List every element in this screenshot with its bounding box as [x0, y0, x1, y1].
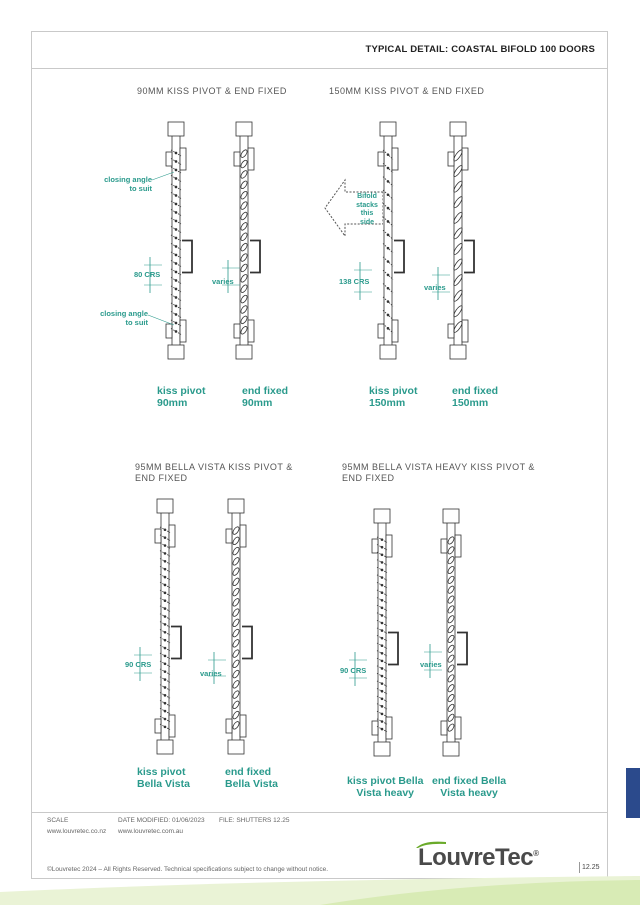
- col-end-bella-blade: [232, 587, 241, 597]
- footer-web-nz[interactable]: www.louvretec.co.nz: [47, 828, 107, 835]
- col-kiss-bella-pivot-dot: [164, 616, 166, 618]
- col-end-90-blade: [240, 253, 249, 263]
- col-end-heavy-blade: [447, 555, 455, 564]
- col-end-heavy-blade: [447, 634, 455, 643]
- col-kiss-heavy-stile: [378, 515, 386, 752]
- footer-scale: SCALE: [47, 817, 69, 824]
- note-varies-150: varies: [424, 283, 446, 292]
- footer-copyright: ©Louvretec 2024 – All Rights Reserved. Technical specifications subject to change without notice.: [47, 866, 329, 873]
- col-kiss-bella-handle: [171, 627, 181, 659]
- col-end-heavy-blade: [447, 664, 455, 673]
- col-kiss-150-pivot-dot: [387, 247, 389, 249]
- note-80-crs: 80 CRS: [134, 270, 161, 279]
- note-bifold-stacks: Bifold stacks this side: [356, 193, 378, 226]
- col-end-150-bottom-block: [450, 345, 466, 359]
- col-end-90-blade: [240, 263, 249, 273]
- col-kiss-90-pivot-dot: [175, 152, 177, 154]
- note-closing-angle-top: closing angle to suit: [104, 175, 152, 193]
- note-varies-90: varies: [212, 277, 234, 286]
- col-end-heavy-bottom-block: [443, 742, 459, 756]
- col-kiss-bella-pivot-dot: [164, 529, 166, 531]
- col-kiss-bella-pivot-dot: [164, 560, 166, 562]
- col-end-heavy-handle: [457, 633, 467, 665]
- col-end-90-blade: [240, 305, 249, 315]
- col-end-90-hinge: [248, 148, 254, 170]
- col-kiss-90-pivot-dot: [175, 271, 177, 273]
- col-kiss-heavy-pivot-dot: [381, 539, 383, 541]
- col-end-90-handle: [250, 241, 260, 273]
- note-varies-heavy: varies: [420, 660, 442, 669]
- col-kiss-90-hinge: [180, 320, 186, 342]
- footer-web-au[interactable]: www.louvretec.com.au: [118, 828, 184, 835]
- col-kiss-bella-pivot-dot: [164, 576, 166, 578]
- col-kiss-bella-bottom-block: [157, 740, 173, 754]
- col-end-bella-hinge: [240, 525, 246, 547]
- col-kiss-90-pivot-dot: [175, 161, 177, 163]
- col-kiss-150-pivot-dot: [387, 154, 389, 156]
- col-end-bella-blade: [232, 567, 241, 577]
- col-kiss-heavy-handle: [388, 633, 398, 665]
- caption-end-fixed-heavy: end fixed Bella Vista heavy: [432, 775, 507, 799]
- footer-swoosh-decoration: [0, 872, 640, 905]
- col-end-bella-blade: [232, 577, 241, 587]
- document-title: TYPICAL DETAIL: COASTAL BIFOLD 100 DOORS: [365, 44, 595, 55]
- col-end-bella-blade: [232, 598, 241, 608]
- col-kiss-bella-pivot-dot: [164, 679, 166, 681]
- col-kiss-90-bottom-block: [168, 345, 184, 359]
- col-kiss-150-pivot-dot: [387, 327, 389, 329]
- col-kiss-heavy-pivot-dot: [381, 569, 383, 571]
- col-kiss-90-pivot-dot: [175, 331, 177, 333]
- col-end-heavy-hinge: [455, 717, 461, 739]
- note-90-crs-heavy: 90 CRS: [340, 666, 367, 675]
- col-kiss-bella-pivot-dot: [164, 639, 166, 641]
- col-kiss-heavy-pivot-dot: [381, 698, 383, 700]
- col-end-bella-handle: [242, 627, 252, 659]
- col-end-bella-hinge-plate: [226, 719, 232, 733]
- col-kiss-bella-pivot-dot: [164, 710, 166, 712]
- col-kiss-bella-pivot-dot: [164, 702, 166, 704]
- col-kiss-bella-hinge: [169, 525, 175, 547]
- col-end-90-blade: [240, 284, 249, 294]
- note-138-crs: 138 CRS: [339, 277, 370, 286]
- caption-kiss-pivot-bella: kiss pivot Bella Vista: [137, 766, 190, 790]
- col-end-bella-blade: [232, 608, 241, 618]
- note-closing-angle-bottom: closing angle to suit: [100, 309, 148, 327]
- footer-divider: [31, 812, 608, 813]
- page-number: 12.25: [582, 864, 600, 871]
- col-end-bella-blade: [232, 526, 241, 536]
- col-kiss-90-pivot-dot: [175, 212, 177, 214]
- col-kiss-bella-pivot-dot: [164, 608, 166, 610]
- caption-end-fixed-150: end fixed 150mm: [452, 385, 499, 409]
- col-kiss-bella-pivot-dot: [164, 726, 166, 728]
- col-kiss-150-pivot-dot: [387, 261, 389, 263]
- col-kiss-heavy-pivot-dot: [381, 713, 383, 715]
- col-end-bella-blade: [232, 649, 241, 659]
- footer-date: DATE MODIFIED: 01/06/2023: [118, 817, 205, 824]
- col-end-bella-top-block: [228, 499, 244, 513]
- col-kiss-150-pivot-dot: [387, 221, 389, 223]
- col-kiss-bella-pivot-dot: [164, 694, 166, 696]
- col-kiss-90-pivot-dot: [175, 263, 177, 265]
- col-end-90-blade: [240, 149, 249, 159]
- col-kiss-heavy-pivot-dot: [381, 615, 383, 617]
- col-end-90-blade: [240, 180, 249, 190]
- col-end-bella-blade: [232, 628, 241, 638]
- col-kiss-bella-stile: [161, 505, 169, 750]
- col-kiss-90-hinge-plate: [166, 324, 172, 338]
- col-kiss-heavy-pivot-dot: [381, 728, 383, 730]
- col-end-bella-blade: [232, 721, 241, 731]
- col-end-150-handle: [464, 241, 474, 273]
- col-kiss-bella-pivot-dot: [164, 655, 166, 657]
- col-kiss-heavy-pivot-dot: [381, 690, 383, 692]
- col-end-heavy-hinge: [455, 535, 461, 557]
- col-kiss-heavy-pivot-dot: [381, 592, 383, 594]
- col-kiss-90-pivot-dot: [175, 186, 177, 188]
- col-kiss-heavy-pivot-dot: [381, 599, 383, 601]
- col-kiss-bella-pivot-dot: [164, 647, 166, 649]
- caption-end-fixed-bella: end fixed Bella Vista: [225, 766, 278, 790]
- col-kiss-bella-pivot-dot: [164, 600, 166, 602]
- col-end-bella-blade: [232, 536, 241, 546]
- leader-closing-top: [152, 172, 174, 180]
- col-end-heavy-blade: [447, 713, 455, 722]
- col-kiss-bella-pivot-dot: [164, 568, 166, 570]
- caption-end-fixed-90: end fixed 90mm: [242, 385, 289, 409]
- col-end-bella-hinge-plate: [226, 529, 232, 543]
- col-kiss-heavy-pivot-dot: [381, 554, 383, 556]
- col-kiss-90-pivot-dot: [175, 297, 177, 299]
- col-kiss-heavy-pivot-dot: [381, 584, 383, 586]
- col-end-150-hinge: [462, 320, 468, 342]
- col-kiss-150-pivot-dot: [387, 234, 389, 236]
- col-end-heavy-blade: [447, 546, 455, 555]
- col-end-heavy-blade: [447, 654, 455, 663]
- col-end-heavy-blade: [447, 605, 455, 614]
- col-end-90-hinge-plate: [234, 324, 240, 338]
- col-kiss-90-hinge: [180, 148, 186, 170]
- col-end-90-blade: [240, 315, 249, 325]
- col-kiss-150-pivot-dot: [387, 314, 389, 316]
- col-end-90-blade: [240, 242, 249, 252]
- col-kiss-90-pivot-dot: [175, 288, 177, 290]
- col-kiss-150-hinge-plate: [378, 324, 384, 338]
- col-kiss-90-handle: [182, 241, 192, 273]
- col-kiss-90-pivot-dot: [175, 322, 177, 324]
- col-kiss-90-pivot-dot: [175, 254, 177, 256]
- col-kiss-heavy-pivot-dot: [381, 668, 383, 670]
- col-kiss-bella-pivot-dot: [164, 671, 166, 673]
- col-kiss-heavy-pivot-dot: [381, 660, 383, 662]
- col-end-90-top-block: [236, 122, 252, 136]
- col-kiss-150-hinge: [392, 148, 398, 170]
- col-kiss-150-pivot-dot: [387, 301, 389, 303]
- col-kiss-bella-pivot-dot: [164, 592, 166, 594]
- col-end-90-blade: [240, 273, 249, 283]
- col-kiss-heavy-hinge: [386, 717, 392, 739]
- col-kiss-90-pivot-dot: [175, 203, 177, 205]
- col-end-90-blade: [240, 325, 249, 335]
- caption-kiss-pivot-150: kiss pivot 150mm: [369, 385, 418, 409]
- col-kiss-90-pivot-dot: [175, 314, 177, 316]
- col-kiss-90-top-block: [168, 122, 184, 136]
- col-end-bella-blade: [232, 680, 241, 690]
- caption-kiss-pivot-90: kiss pivot 90mm: [157, 385, 206, 409]
- col-kiss-heavy-pivot-dot: [381, 637, 383, 639]
- col-end-bella-blade: [232, 710, 241, 720]
- col-end-heavy-blade: [447, 703, 455, 712]
- col-kiss-150-top-block: [380, 122, 396, 136]
- col-end-heavy-blade: [447, 684, 455, 693]
- col-kiss-150-pivot-dot: [387, 180, 389, 182]
- col-kiss-90-pivot-dot: [175, 246, 177, 248]
- col-kiss-heavy-pivot-dot: [381, 546, 383, 548]
- col-end-90-blade: [240, 201, 249, 211]
- col-kiss-150-handle: [394, 241, 404, 273]
- col-kiss-150-stile: [384, 128, 392, 355]
- col-end-heavy-blade: [447, 595, 455, 604]
- col-kiss-90-pivot-dot: [175, 237, 177, 239]
- col-end-bella-blade: [232, 557, 241, 567]
- col-kiss-heavy-pivot-dot: [381, 705, 383, 707]
- col-kiss-heavy-pivot-dot: [381, 577, 383, 579]
- col-kiss-150-pivot-dot: [387, 167, 389, 169]
- col-kiss-bella-top-block: [157, 499, 173, 513]
- col-kiss-heavy-hinge-plate: [372, 721, 378, 735]
- col-end-90-hinge: [248, 320, 254, 342]
- col-kiss-heavy-pivot-dot: [381, 622, 383, 624]
- col-end-90-blade: [240, 222, 249, 232]
- col-end-heavy-blade: [447, 693, 455, 702]
- col-end-bella-blade: [232, 669, 241, 679]
- col-end-heavy-blade: [447, 585, 455, 594]
- col-end-heavy-hinge-plate: [441, 721, 447, 735]
- col-kiss-bella-pivot-dot: [164, 537, 166, 539]
- col-end-150-top-block: [450, 122, 466, 136]
- louvretec-logo: LouvreTec®: [418, 844, 539, 871]
- col-end-150-hinge-plate: [448, 152, 454, 166]
- col-end-bella-blade: [232, 618, 241, 628]
- col-kiss-bella-pivot-dot: [164, 687, 166, 689]
- col-kiss-bella-hinge-plate: [155, 529, 161, 543]
- footer-file: FILE: SHUTTERS 12.25: [219, 817, 290, 824]
- col-end-heavy-blade: [447, 674, 455, 683]
- col-end-heavy-blade: [447, 615, 455, 624]
- col-end-heavy-hinge-plate: [441, 539, 447, 553]
- col-kiss-bella-hinge-plate: [155, 719, 161, 733]
- col-end-90-bottom-block: [236, 345, 252, 359]
- col-kiss-heavy-top-block: [374, 509, 390, 523]
- col-kiss-90-pivot-dot: [175, 195, 177, 197]
- col-kiss-150-hinge: [392, 320, 398, 342]
- caption-kiss-pivot-heavy: kiss pivot Bella Vista heavy: [347, 775, 424, 799]
- col-end-heavy-blade: [447, 575, 455, 584]
- col-end-heavy-blade: [447, 624, 455, 633]
- col-end-heavy-blade: [447, 723, 455, 732]
- col-kiss-heavy-bottom-block: [374, 742, 390, 756]
- col-kiss-heavy-pivot-dot: [381, 675, 383, 677]
- col-kiss-90-pivot-dot: [175, 229, 177, 231]
- col-kiss-bella-pivot-dot: [164, 584, 166, 586]
- col-kiss-150-pivot-dot: [387, 207, 389, 209]
- col-kiss-bella-hinge: [169, 715, 175, 737]
- col-kiss-bella-pivot-dot: [164, 631, 166, 633]
- col-kiss-heavy-pivot-dot: [381, 561, 383, 563]
- col-kiss-90-pivot-dot: [175, 280, 177, 282]
- col-kiss-90-pivot-dot: [175, 305, 177, 307]
- col-kiss-bella-pivot-dot: [164, 623, 166, 625]
- col-kiss-150-pivot-dot: [387, 194, 389, 196]
- col-end-150-hinge: [462, 148, 468, 170]
- col-end-bella-hinge: [240, 715, 246, 737]
- col-end-90-hinge-plate: [234, 152, 240, 166]
- col-kiss-150-bottom-block: [380, 345, 396, 359]
- leader-closing-bottom: [148, 315, 174, 325]
- col-kiss-heavy-pivot-dot: [381, 630, 383, 632]
- col-kiss-150-pivot-dot: [387, 287, 389, 289]
- col-end-150-hinge-plate: [448, 324, 454, 338]
- section-title-150mm: 150MM KISS PIVOT & END FIXED: [329, 86, 485, 96]
- col-end-bella-blade: [232, 700, 241, 710]
- section-title-bella-vista-heavy: 95MM BELLA VISTA HEAVY KISS PIVOT & END FIXED: [342, 462, 535, 483]
- col-kiss-bella-pivot-dot: [164, 553, 166, 555]
- col-kiss-heavy-pivot-dot: [381, 645, 383, 647]
- col-kiss-heavy-pivot-dot: [381, 683, 383, 685]
- col-kiss-bella-pivot-dot: [164, 545, 166, 547]
- col-end-bella-blade: [232, 546, 241, 556]
- col-end-heavy-top-block: [443, 509, 459, 523]
- col-end-90-blade: [240, 190, 249, 200]
- col-end-90-blade: [240, 294, 249, 304]
- col-end-bella-bottom-block: [228, 740, 244, 754]
- col-end-bella-blade: [232, 639, 241, 649]
- col-kiss-90-pivot-dot: [175, 178, 177, 180]
- col-end-90-blade: [240, 211, 249, 221]
- col-end-90-blade: [240, 170, 249, 180]
- col-end-heavy-blade: [447, 644, 455, 653]
- col-end-90-blade: [240, 232, 249, 242]
- section-side-tab[interactable]: [626, 768, 640, 818]
- col-kiss-90-pivot-dot: [175, 220, 177, 222]
- col-end-bella-blade: [232, 690, 241, 700]
- note-varies-bella: varies: [200, 669, 222, 678]
- col-kiss-heavy-hinge: [386, 535, 392, 557]
- col-end-90-blade: [240, 159, 249, 169]
- col-kiss-heavy-pivot-dot: [381, 652, 383, 654]
- section-title-bella-vista: 95MM BELLA VISTA KISS PIVOT & END FIXED: [135, 462, 293, 483]
- col-kiss-bella-pivot-dot: [164, 718, 166, 720]
- col-kiss-150-pivot-dot: [387, 274, 389, 276]
- section-title-90mm: 90MM KISS PIVOT & END FIXED: [137, 86, 287, 96]
- col-kiss-heavy-pivot-dot: [381, 721, 383, 723]
- col-end-heavy-blade: [447, 536, 455, 545]
- col-kiss-heavy-pivot-dot: [381, 607, 383, 609]
- col-end-bella-blade: [232, 659, 241, 669]
- col-kiss-bella-pivot-dot: [164, 663, 166, 665]
- col-kiss-90-pivot-dot: [175, 169, 177, 171]
- col-kiss-heavy-hinge-plate: [372, 539, 378, 553]
- col-end-heavy-blade: [447, 565, 455, 574]
- note-90-crs-bella: 90 CRS: [125, 660, 152, 669]
